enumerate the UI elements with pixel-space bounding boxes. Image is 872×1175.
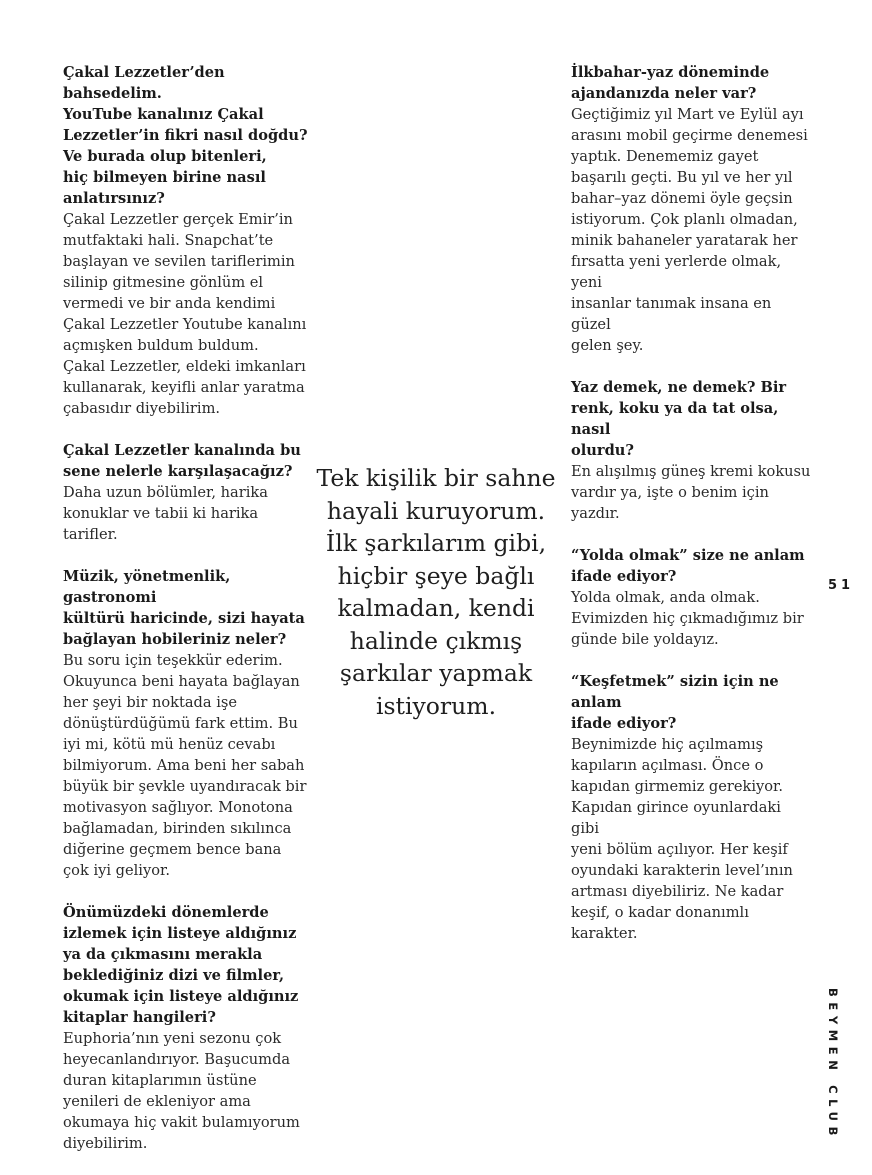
- qa-block: [63, 566, 311, 881]
- left-column: [63, 62, 311, 1175]
- answer: Yolda olmak, anda olmak. Evimizden hiç çıkmadığımız bir günde bile yoldayız.: [571, 589, 804, 648]
- answer: Beynimizde hiç açılmamış kapıların açılması. Önce o kapıdan girmemiz gerekiyor. Kapıdan girince oyunlardaki gibi yeni bölüm açılıyor. Her keşif oyundaki karakterin level’ının artması diyebiliriz. Ne kadar keşif, o kadar donanımlı karakter.: [571, 736, 793, 942]
- answer: Çakal Lezzetler gerçek Emir’in mutfaktaki hali. Snapchat’te başlayan ve sevilen tariflerimin silinip gitmesine gönlüm el vermedi ve bir anda kendimi Çakal Lezzetler Youtube kanalını açmışken buldum buldum. Çakal Lezzetler, eldeki imkanları kullanarak, keyifli anlar yaratma çabasıdır diyebilirim.: [63, 211, 307, 417]
- question: Müzik, yönetmenlik, gastronomi kültürü haricinde, sizi hayata bağlayan hobileriniz neler?: [63, 568, 305, 648]
- qa-block: [63, 440, 311, 545]
- question: İlkbahar-yaz döneminde ajandanızda neler var?: [571, 64, 770, 102]
- right-column: [571, 62, 811, 965]
- qa-block: [571, 545, 811, 650]
- question: Yaz demek, ne demek? Bir renk, koku ya da tat olsa, nasıl olurdu?: [571, 379, 787, 459]
- answer: Daha uzun bölümler, harika konuklar ve tabii ki harika tarifler.: [63, 484, 268, 543]
- answer: Bu soru için teşekkür ederim. Okuyunca beni hayata bağlayan her şeyi bir noktada işe dönüştürdüğümü fark ettim. Bu iyi mi, kötü mü henüz cevabı bilmiyorum. Ama beni her sabah büyük bir şevkle uyandıracak bir motivasyon sağlıyor. Monotona bağlamadan, birinden sıkılınca diğerine geçmem bence bana çok iyi geliyor.: [63, 652, 307, 879]
- page-number: 51: [828, 578, 855, 593]
- pull-quote: Tek kişilik bir sahne hayali kuruyorum. İlk şarkılarım gibi, hiçbir şeye bağlı kalmadan, kendi halinde çıkmış şarkılar yapmak istiyorum.: [316, 464, 556, 720]
- answer: En alışılmış güneş kremi kokusu vardır ya, işte o benim için yazdır.: [571, 463, 811, 522]
- question: Önümüzdeki dönemlerde izlemek için listeye aldığınız ya da çıkmasını merakla beklediğiniz dizi ve filmler, okumak için listeye aldığınız kitaplar hangileri?: [63, 904, 299, 1026]
- qa-block: [571, 377, 811, 524]
- qa-block: [571, 62, 811, 356]
- question: “Keşfetmek” sizin için ne anlam ifade ediyor?: [571, 673, 779, 732]
- question: Çakal Lezzetler’den bahsedelim. YouTube kanalınız Çakal Lezzetler’in fikri nasıl doğdu? Ve burada olup bitenleri, hiç bilmeyen birine nasıl anlatırsınız?: [63, 64, 308, 207]
- question: Çakal Lezzetler kanalında bu sene nelerle karşılaşacağız?: [63, 442, 301, 480]
- answer: Geçtiğimiz yıl Mart ve Eylül ayı arasını mobil geçirme denemesi yaptık. Denememiz gayet başarılı geçti. Bu yıl ve her yıl bahar–yaz dönemi öyle geçsin istiyorum. Çok planlı olmadan, minik bahaneler yaratarak her fırsatta yeni yerlerde olmak, yeni insanlar tanımak insana en güzel gelen şey.: [571, 106, 808, 354]
- qa-block: [63, 902, 311, 1154]
- qa-block: [571, 671, 811, 944]
- answer: Euphoria’nın yeni sezonu çok heyecanlandırıyor. Başucumda duran kitaplarımın üstüne yenileri de ekleniyor ama okumaya hiç vakit bulamıyorum diyebilirim.: [63, 1030, 300, 1152]
- qa-block: [63, 62, 311, 419]
- question: “Yolda olmak” size ne anlam ifade ediyor?: [571, 547, 805, 585]
- brand-label: BEYMEN CLUB: [826, 988, 840, 1141]
